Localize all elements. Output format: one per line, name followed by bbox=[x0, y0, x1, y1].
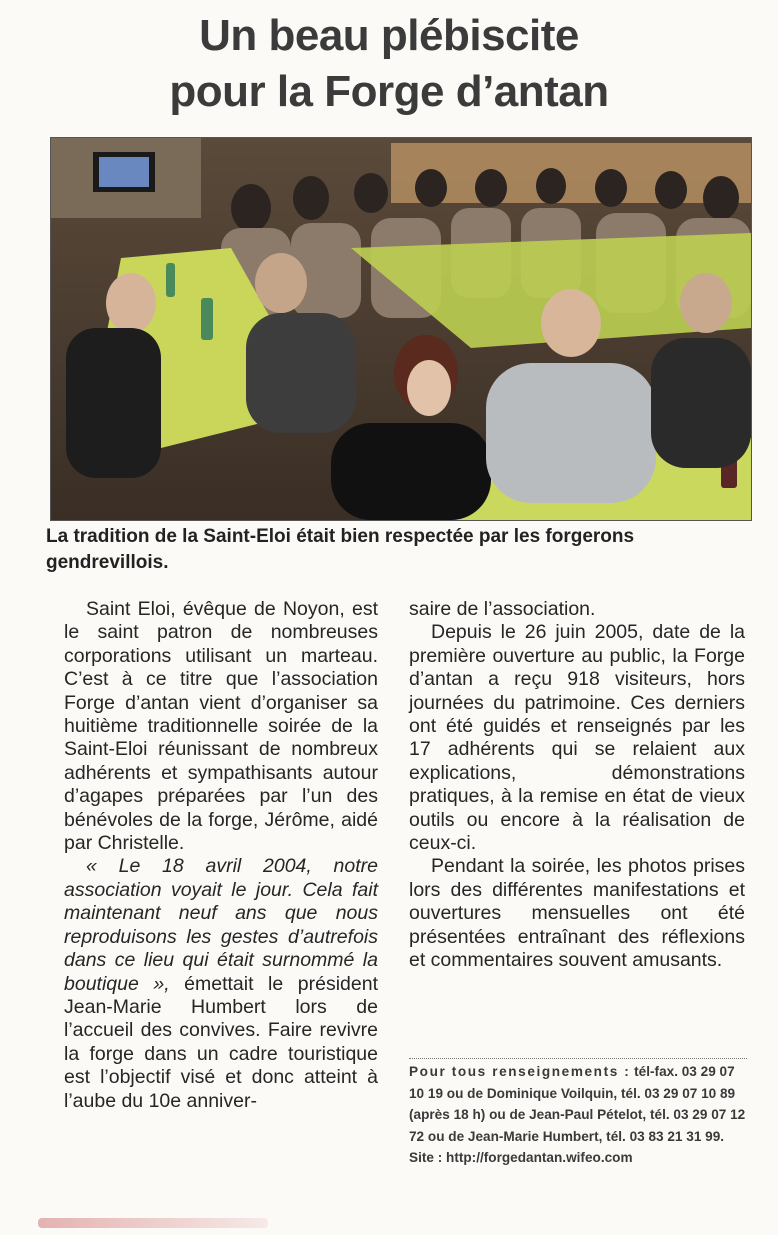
contact-info-phones: tél-fax. 03 29 07 10 19 ou de Dominique Voilquin, tél. 03 29 07 10 89 (après 18 h) ou de Jean-Paul Pételot, tél. 03 29 07 12 72 ou de Jean-Marie Humbert, tél. 03 83 21 31 99. bbox=[409, 1064, 746, 1144]
article-paragraph-2-rest: émettait le président Jean-Marie Humbert lors de l’accueil des convives. Faire revivre la forge dans un cadre touristique est l’objectif visé et donc atteint à l’aube du 10e anniver- bbox=[64, 972, 378, 1112]
article-paragraph-2-continued: saire de l’association. bbox=[409, 598, 596, 620]
contact-info-label: Pour tous renseignements : bbox=[409, 1064, 631, 1079]
headline-line-2: pour la Forge d’antan bbox=[169, 67, 609, 116]
website-line: Site : http://forgedantan.wifeo.com bbox=[409, 1150, 633, 1165]
banquet-photo bbox=[50, 137, 752, 521]
article-paragraph-1: Saint Eloi, évêque de Noyon, est le saint patron de nombreuses corporations utilisant un marteau. C’est à ce titre que l’association Forge d’antan vient d’organiser sa huitième traditionnelle soirée de la Saint-Eloi réunissant de nombreux adhérents et sympathisants autour d’agapes préparées par l’un des bénévoles de la forge, Jérôme, aidé par Christelle. bbox=[64, 598, 378, 855]
contact-info-box bbox=[409, 1058, 747, 1169]
article-column-left bbox=[64, 598, 378, 1113]
scan-mark bbox=[38, 1218, 268, 1228]
article-paragraph-3: Depuis le 26 juin 2005, date de la première ouverture au public, la Forge d’antan a reçu 918 visiteurs, hors journées du patrimoine. Ces derniers ont été guidés et renseignés par les 17 adhérents qui se relaient aux explications, démonstrations pratiques, à la remise en état de vieux outils ou encore à la réalisation de ceux-ci. bbox=[409, 621, 745, 855]
article-paragraph-4: Pendant la soirée, les photos prises lors des différentes manifestations et ouvertures mensuelles ont été présentées entraînant des réflexions et commentaires souvent amusants. bbox=[409, 855, 745, 972]
headline-line-1: Un beau plébiscite bbox=[199, 11, 579, 60]
article-column-right bbox=[409, 598, 745, 973]
photo-caption: La tradition de la Saint-Eloi était bien respectée par les forgerons gendrevillois. bbox=[46, 526, 635, 573]
article-paragraph-2 bbox=[64, 855, 378, 1112]
president-quote: « Le 18 avril 2004, notre association voyait le jour. Cela fait maintenant neuf ans que nous reproduisons les gestes d’autrefois dans ce lieu qui était surnommé la boutique », bbox=[64, 855, 378, 995]
headline bbox=[0, 8, 778, 120]
